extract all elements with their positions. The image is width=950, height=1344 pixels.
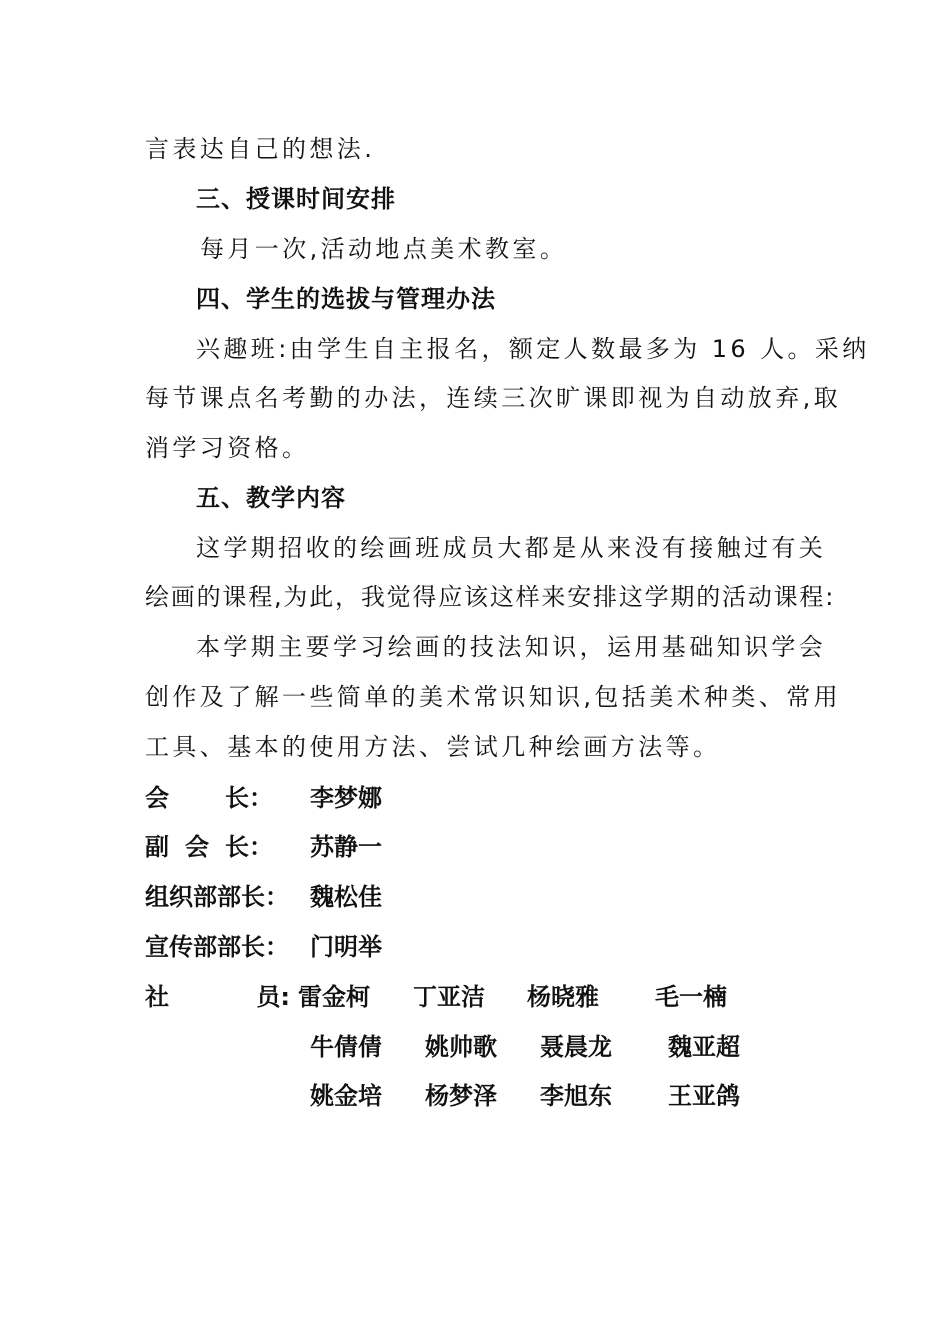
paragraph-line: 创作及了解一些简单的美术常识知识,包括美术种类、常用 <box>145 683 842 711</box>
role-name: 李梦娜 <box>310 784 382 812</box>
role-label-char: 长： <box>225 784 273 812</box>
paragraph-line: 每月一次,活动地点美术教室。 <box>200 235 568 263</box>
member-name: 魏亚超 <box>668 1033 740 1061</box>
member-name: 聂晨龙 <box>540 1033 612 1061</box>
role-name: 魏松佳 <box>310 883 382 911</box>
role-name: 苏静一 <box>310 833 382 861</box>
member-name: 李旭东 <box>540 1082 612 1110</box>
role-label: 宣传部部长： <box>145 933 289 961</box>
role-publicity-head <box>145 932 382 962</box>
paragraph-line: 工具、基本的使用方法、尝试几种绘画方法等。 <box>145 733 721 761</box>
role-label-char: 副 <box>145 833 169 861</box>
paragraph-line: 兴趣班:由学生自主报名，额定人数最多为 16 人。采纳 <box>196 335 870 363</box>
role-label <box>145 832 273 862</box>
role-organization-head <box>145 882 382 912</box>
section-heading-5: 五、教学内容 <box>196 484 346 512</box>
member-name: 杨晓雅 <box>527 983 599 1011</box>
member-name: 雷金柯 <box>298 983 370 1011</box>
role-label-char: 会 <box>185 833 209 861</box>
member-name: 毛一楠 <box>655 983 727 1011</box>
members-label <box>145 982 290 1012</box>
member-name: 牛倩倩 <box>310 1033 382 1061</box>
members-label-char: 员: <box>256 983 290 1011</box>
role-name: 门明举 <box>310 933 382 961</box>
member-name: 姚金培 <box>310 1082 382 1110</box>
paragraph-line: 消学习资格。 <box>145 434 310 462</box>
section-heading-4: 四、学生的选拔与管理办法 <box>196 285 496 313</box>
role-label <box>145 783 273 813</box>
members-label-char: 社 <box>145 983 169 1011</box>
role-vice-president <box>145 832 382 862</box>
paragraph-line: 这学期招收的绘画班成员大都是从来没有接触过有关 <box>196 534 827 562</box>
member-name: 姚帅歌 <box>425 1033 497 1061</box>
role-label: 组织部部长： <box>145 883 289 911</box>
member-name: 王亚鸽 <box>668 1082 740 1110</box>
paragraph-line: 每节课点名考勤的办法，连续三次旷课即视为自动放弃,取 <box>145 384 842 412</box>
role-label-char: 长： <box>225 833 273 861</box>
section-heading-3: 三、授课时间安排 <box>196 185 396 213</box>
member-name: 杨梦泽 <box>425 1082 497 1110</box>
member-name: 丁亚洁 <box>413 983 485 1011</box>
paragraph-line: 绘画的课程,为此，我觉得应该这样来安排这学期的活动课程: <box>145 583 836 611</box>
role-president <box>145 783 382 813</box>
paragraph-line: 本学期主要学习绘画的技法知识，运用基础知识学会 <box>196 633 827 661</box>
role-label-char: 会 <box>145 784 169 812</box>
paragraph-line: 言表达自己的想法. <box>145 135 376 163</box>
